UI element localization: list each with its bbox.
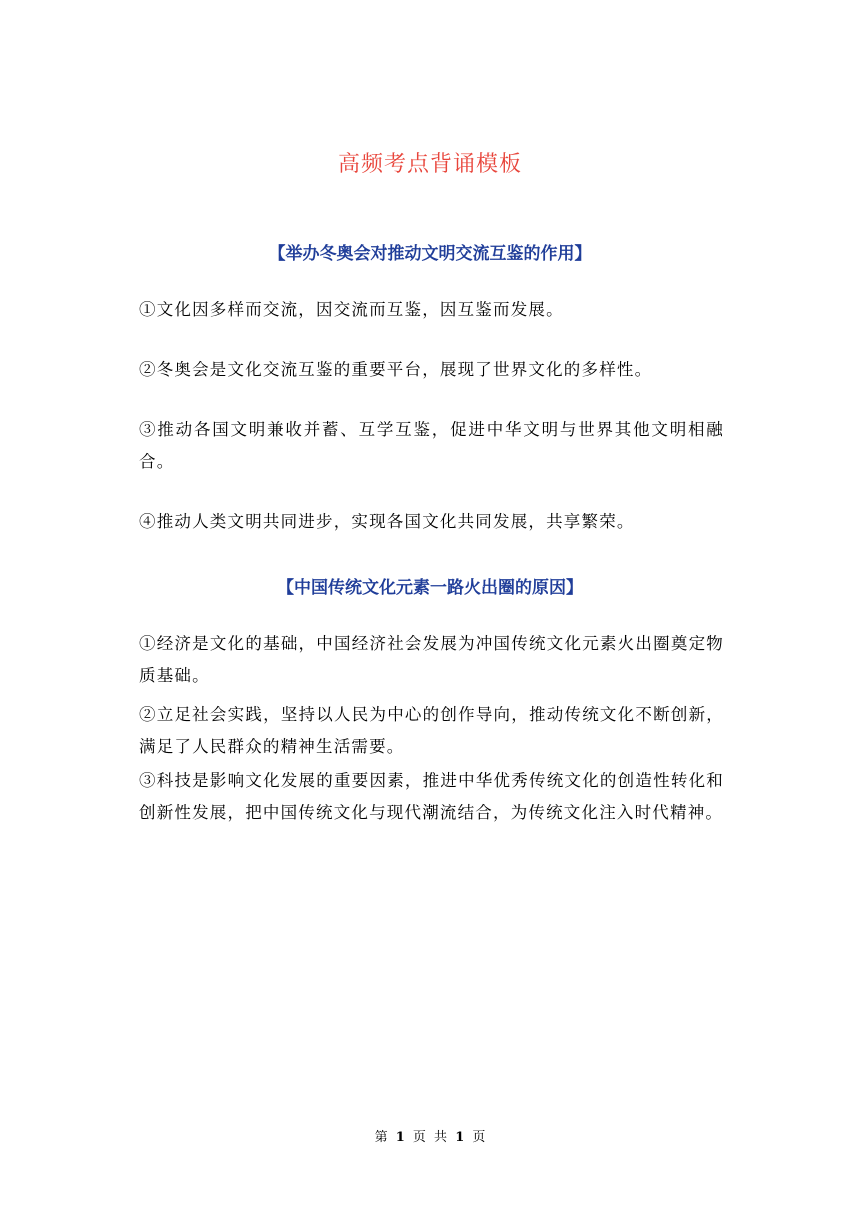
footer-prefix: 第 xyxy=(374,1130,388,1145)
footer-middle: 页 共 xyxy=(412,1130,448,1145)
paragraph: ④推动人类文明共同进步，实现各国文化共同发展，共享繁荣。 xyxy=(139,512,635,531)
footer-total-pages: 1 xyxy=(455,1130,465,1145)
page-title: 高频考点背诵模板 xyxy=(337,152,522,177)
section-heading-traditional-culture: 【中国传统文化元素一路火出圈的原因】 xyxy=(277,578,583,598)
paragraph: ③推动各国文明兼收并蓄、互学互鉴，促进中华文明与世界其他文明相融合。 xyxy=(139,420,724,471)
footer-suffix: 页 xyxy=(472,1130,486,1145)
page-footer xyxy=(0,1128,860,1148)
paragraph: ③科技是影响文化发展的重要因素，推进中华优秀传统文化的创造性转化和创新性发展，把中国传统文化与现代潮流结合，为传统文化注入时代精神。 xyxy=(139,771,724,822)
section-heading-winter-olympics: 【举办冬奥会对推动文明交流互鉴的作用】 xyxy=(268,244,592,264)
paragraph: ②冬奥会是文化交流互鉴的重要平台，展现了世界文化的多样性。 xyxy=(139,360,653,379)
footer-current-page: 1 xyxy=(395,1130,405,1145)
paragraph: ①经济是文化的基础，中国经济社会发展为冲国传统文化元素火出圈奠定物质基础。 xyxy=(139,634,724,685)
paragraph: ②立足社会实践，坚持以人民为中心的创作导向，推动传统文化不断创新，满足了人民群众的精神生活需要。 xyxy=(139,705,724,756)
paragraph: ①文化因多样而交流，因交流而互鉴，因互鉴而发展。 xyxy=(139,300,564,319)
